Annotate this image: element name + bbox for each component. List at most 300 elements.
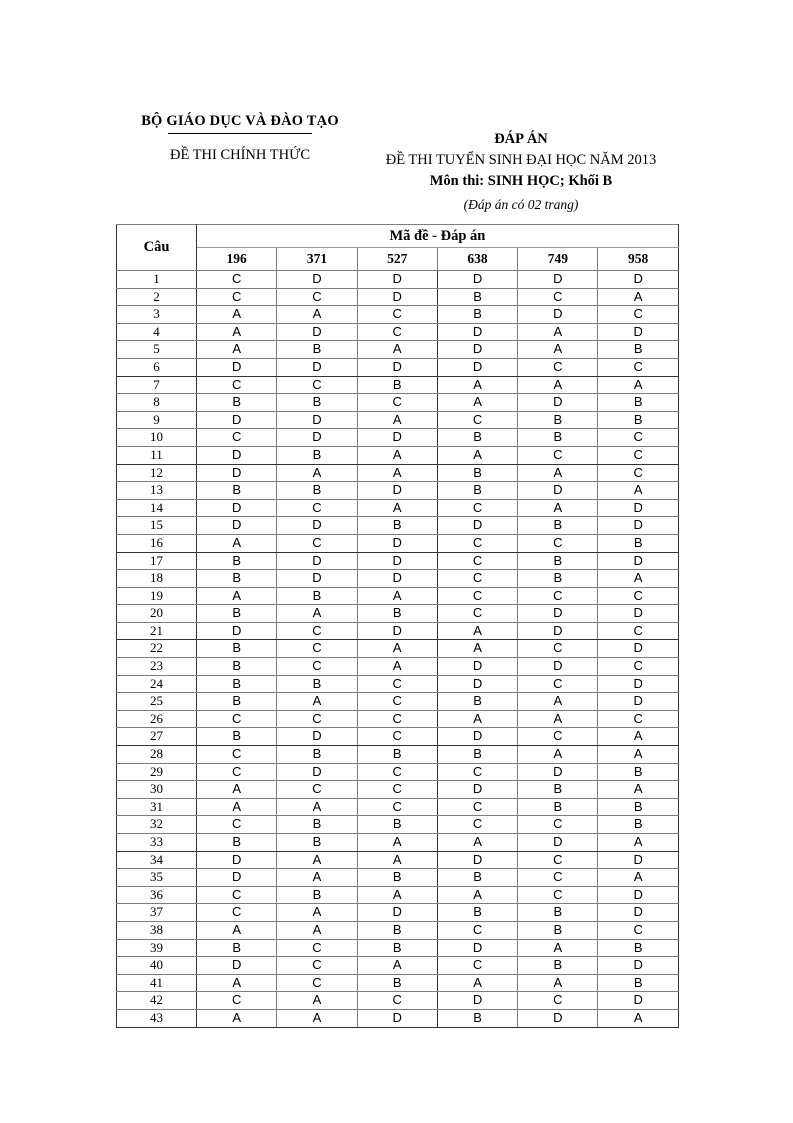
answer-cell-638: C [437,605,517,623]
answer-cell-371: D [277,552,357,570]
answer-cell-749: B [518,429,598,447]
answer-cell-638: C [437,411,517,429]
answer-cell-527: A [357,587,437,605]
answer-cell-371: A [277,851,357,869]
answer-cell-749: D [518,271,598,289]
answer-cell-196: A [197,974,277,992]
answer-cell-749: B [518,517,598,535]
table-row [117,429,679,447]
answer-cell-196: C [197,288,277,306]
question-number: 26 [117,710,197,728]
question-number: 13 [117,482,197,500]
document-header [116,112,678,212]
answer-cell-958: B [598,816,678,834]
table-row [117,517,679,535]
answer-cell-958: A [598,728,678,746]
answer-cell-371: D [277,763,357,781]
answer-cell-371: C [277,710,357,728]
answer-cell-749: A [518,710,598,728]
answer-cell-371: D [277,358,357,376]
answer-cell-638: A [437,446,517,464]
answer-cell-638: D [437,658,517,676]
table-row [117,482,679,500]
table-row [117,552,679,570]
question-number: 39 [117,939,197,957]
answer-cell-196: D [197,622,277,640]
answer-cell-196: A [197,1009,277,1027]
answer-cell-371: A [277,306,357,324]
answer-cell-527: D [357,1009,437,1027]
answer-cell-371: C [277,658,357,676]
table-row [117,288,679,306]
table-row [117,798,679,816]
header-exam-code-371: 371 [277,248,357,271]
table-row [117,411,679,429]
answer-cell-749: C [518,288,598,306]
answer-cell-638: D [437,781,517,799]
question-number: 27 [117,728,197,746]
answer-cell-958: A [598,781,678,799]
answer-cell-749: C [518,358,598,376]
answer-cell-749: A [518,974,598,992]
answer-cell-527: A [357,411,437,429]
answer-cell-749: B [518,781,598,799]
answer-cell-638: C [437,921,517,939]
question-number: 37 [117,904,197,922]
answer-cell-196: C [197,710,277,728]
table-row [117,957,679,975]
question-number: 41 [117,974,197,992]
answer-cell-371: B [277,587,357,605]
answer-cell-749: A [518,464,598,482]
answer-cell-527: A [357,851,437,869]
answer-cell-527: D [357,271,437,289]
question-number: 36 [117,886,197,904]
answer-cell-638: B [437,288,517,306]
answer-cell-196: C [197,886,277,904]
answer-cell-527: B [357,869,437,887]
answer-cell-371: C [277,957,357,975]
table-row [117,693,679,711]
answer-cell-958: A [598,482,678,500]
answer-cell-638: A [437,640,517,658]
table-row [117,728,679,746]
answer-cell-527: A [357,464,437,482]
answer-cell-638: A [437,886,517,904]
answer-cell-527: B [357,974,437,992]
answer-cell-638: C [437,587,517,605]
answer-cell-527: C [357,781,437,799]
answer-cell-749: C [518,675,598,693]
table-row [117,992,679,1010]
answer-cell-196: A [197,341,277,359]
table-row [117,376,679,394]
answer-cell-958: C [598,587,678,605]
answer-cell-749: B [518,904,598,922]
answer-cell-749: D [518,658,598,676]
answer-cell-527: D [357,358,437,376]
answer-cell-196: A [197,798,277,816]
question-number: 42 [117,992,197,1010]
answer-cell-638: C [437,798,517,816]
answer-cell-749: B [518,921,598,939]
question-number: 34 [117,851,197,869]
header-question-column: Câu [117,225,197,271]
answer-cell-196: D [197,499,277,517]
answer-cell-638: C [437,499,517,517]
question-number: 19 [117,587,197,605]
answer-cell-196: D [197,446,277,464]
answer-cell-749: A [518,939,598,957]
question-number: 24 [117,675,197,693]
table-row [117,358,679,376]
question-number: 7 [117,376,197,394]
answer-cell-638: C [437,816,517,834]
answer-cell-196: C [197,376,277,394]
answer-cell-527: A [357,658,437,676]
answer-cell-527: D [357,534,437,552]
answer-cell-638: A [437,974,517,992]
answer-cell-958: C [598,921,678,939]
question-number: 18 [117,570,197,588]
table-row [117,587,679,605]
answer-cell-371: C [277,974,357,992]
answer-cell-749: C [518,640,598,658]
answer-cell-749: D [518,622,598,640]
header-left-block [116,112,364,164]
answer-cell-196: D [197,464,277,482]
question-number: 1 [117,271,197,289]
answer-cell-749: C [518,534,598,552]
answer-cell-196: C [197,763,277,781]
table-row [117,394,679,412]
answer-cell-196: B [197,570,277,588]
table-row [117,781,679,799]
answer-cell-958: B [598,939,678,957]
answer-cell-638: A [437,376,517,394]
answer-cell-371: C [277,939,357,957]
answer-cell-196: C [197,904,277,922]
question-number: 5 [117,341,197,359]
page-count-note: (Đáp án có 02 trang) [463,196,579,212]
answer-cell-958: D [598,693,678,711]
answer-cell-196: B [197,658,277,676]
answer-cell-749: D [518,834,598,852]
answer-cell-638: C [437,552,517,570]
answer-cell-749: C [518,886,598,904]
answer-cell-371: A [277,798,357,816]
question-number: 4 [117,323,197,341]
question-number: 30 [117,781,197,799]
exam-name-line: ĐỀ THI TUYỂN SINH ĐẠI HỌC NĂM 2013 [385,151,657,168]
answer-cell-196: B [197,605,277,623]
answer-cell-958: D [598,552,678,570]
table-row [117,622,679,640]
answer-cell-371: C [277,622,357,640]
answer-cell-958: A [598,1009,678,1027]
answer-cell-749: C [518,851,598,869]
answer-cell-638: A [437,710,517,728]
table-row [117,323,679,341]
table-row [117,851,679,869]
answer-cell-527: B [357,376,437,394]
question-number: 16 [117,534,197,552]
answer-cell-638: D [437,341,517,359]
answer-cell-196: C [197,992,277,1010]
question-number: 40 [117,957,197,975]
answer-cell-371: A [277,605,357,623]
answer-cell-196: D [197,358,277,376]
answer-cell-638: D [437,358,517,376]
question-number: 2 [117,288,197,306]
question-number: 32 [117,816,197,834]
answer-cell-196: D [197,517,277,535]
question-number: 8 [117,394,197,412]
answer-cell-638: A [437,622,517,640]
question-number: 23 [117,658,197,676]
answer-cell-749: C [518,728,598,746]
table-row [117,640,679,658]
answer-cell-638: D [437,271,517,289]
table-row [117,834,679,852]
answer-cell-749: D [518,763,598,781]
question-number: 35 [117,869,197,887]
answer-cell-638: B [437,306,517,324]
answer-cell-371: B [277,341,357,359]
answer-cell-749: A [518,746,598,764]
answer-cell-638: C [437,534,517,552]
answer-cell-958: D [598,499,678,517]
table-row [117,605,679,623]
answer-cell-638: B [437,464,517,482]
table-row [117,886,679,904]
answer-cell-958: A [598,570,678,588]
table-row [117,1009,679,1027]
answer-cell-958: D [598,605,678,623]
answer-cell-196: D [197,957,277,975]
answer-cell-958: B [598,411,678,429]
answer-cell-371: D [277,728,357,746]
answer-cell-958: C [598,622,678,640]
question-number: 11 [117,446,197,464]
answer-cell-958: C [598,710,678,728]
answer-cell-638: B [437,869,517,887]
answer-cell-749: D [518,605,598,623]
answer-cell-638: D [437,992,517,1010]
answer-cell-638: D [437,939,517,957]
answer-cell-196: B [197,552,277,570]
answer-cell-958: D [598,271,678,289]
answer-cell-958: A [598,746,678,764]
answer-cell-958: A [598,869,678,887]
question-number: 15 [117,517,197,535]
answer-cell-196: D [197,869,277,887]
answer-cell-638: B [437,482,517,500]
answer-cell-749: A [518,376,598,394]
answer-cell-371: A [277,869,357,887]
table-row [117,499,679,517]
answer-cell-196: B [197,834,277,852]
answer-cell-196: A [197,587,277,605]
answer-cell-749: A [518,323,598,341]
header-exam-code-958: 958 [598,248,678,271]
answer-cell-371: D [277,271,357,289]
answer-cell-196: C [197,816,277,834]
answer-cell-749: D [518,306,598,324]
answer-cell-371: B [277,446,357,464]
answer-cell-527: A [357,886,437,904]
answer-cell-371: C [277,640,357,658]
answer-cell-749: D [518,394,598,412]
answer-cell-749: C [518,992,598,1010]
answer-cell-749: C [518,869,598,887]
answer-cell-196: C [197,271,277,289]
answer-cell-749: A [518,341,598,359]
answer-cell-527: B [357,605,437,623]
answer-cell-527: D [357,552,437,570]
answer-cell-371: A [277,992,357,1010]
table-row [117,341,679,359]
answer-cell-371: D [277,411,357,429]
question-number: 22 [117,640,197,658]
answer-cell-527: A [357,341,437,359]
answer-cell-958: D [598,851,678,869]
answer-cell-958: D [598,992,678,1010]
answer-cell-527: D [357,288,437,306]
table-row [117,974,679,992]
answer-cell-638: D [437,728,517,746]
header-exam-code-749: 749 [518,248,598,271]
answer-cell-638: D [437,517,517,535]
answer-cell-527: C [357,763,437,781]
table-row [117,464,679,482]
question-number: 10 [117,429,197,447]
table-row [117,271,679,289]
question-number: 9 [117,411,197,429]
table-header-row-group [117,225,679,248]
answer-cell-958: B [598,341,678,359]
answer-cell-527: A [357,446,437,464]
answer-cell-527: B [357,816,437,834]
question-number: 20 [117,605,197,623]
answer-key-table [116,224,679,1028]
answer-cell-371: B [277,746,357,764]
answer-cell-371: B [277,816,357,834]
answer-cell-196: B [197,482,277,500]
table-row [117,746,679,764]
answer-cell-527: D [357,429,437,447]
answer-cell-749: B [518,798,598,816]
question-number: 17 [117,552,197,570]
answer-cell-749: C [518,816,598,834]
table-head [117,225,679,271]
answer-cell-958: D [598,957,678,975]
answer-cell-527: D [357,482,437,500]
answer-cell-527: C [357,728,437,746]
header-exam-code-638: 638 [437,248,517,271]
answer-cell-527: A [357,499,437,517]
question-number: 25 [117,693,197,711]
answer-cell-527: B [357,921,437,939]
answer-cell-527: C [357,306,437,324]
answer-cell-638: A [437,394,517,412]
answer-cell-958: D [598,886,678,904]
answer-cell-371: A [277,464,357,482]
answer-cell-958: B [598,763,678,781]
question-number: 31 [117,798,197,816]
answer-cell-527: C [357,710,437,728]
table-row [117,446,679,464]
answer-cell-638: C [437,957,517,975]
answer-cell-958: A [598,376,678,394]
answer-cell-527: D [357,904,437,922]
answer-cell-527: B [357,746,437,764]
answer-cell-749: C [518,446,598,464]
header-divider-rule [168,133,312,134]
table-row [117,763,679,781]
answer-cell-196: B [197,640,277,658]
answer-key-title: ĐÁP ÁN [494,131,548,147]
answer-cell-196: B [197,939,277,957]
answer-cell-958: A [598,834,678,852]
question-number: 21 [117,622,197,640]
answer-cell-749: D [518,1009,598,1027]
table-row [117,306,679,324]
answer-cell-371: D [277,570,357,588]
answer-cell-638: B [437,904,517,922]
answer-cell-638: C [437,763,517,781]
answer-cell-371: B [277,394,357,412]
header-exam-code-527: 527 [357,248,437,271]
answer-cell-958: D [598,517,678,535]
answer-cell-749: B [518,570,598,588]
answer-cell-196: A [197,306,277,324]
answer-cell-196: B [197,394,277,412]
answer-cell-958: D [598,640,678,658]
answer-cell-749: A [518,693,598,711]
header-code-group: Mã đề - Đáp án [197,225,679,248]
answer-cell-196: B [197,693,277,711]
answer-cell-527: A [357,834,437,852]
table-row [117,534,679,552]
answer-cell-371: A [277,693,357,711]
question-number: 28 [117,746,197,764]
answer-cell-749: B [518,411,598,429]
answer-cell-958: C [598,464,678,482]
answer-cell-527: C [357,798,437,816]
official-exam-label: ĐỀ THI CHÍNH THỨC [169,147,310,164]
answer-cell-958: A [598,288,678,306]
answer-cell-196: A [197,534,277,552]
answer-cell-527: C [357,992,437,1010]
table-row [117,869,679,887]
answer-cell-371: C [277,499,357,517]
answer-cell-527: B [357,939,437,957]
table-row [117,658,679,676]
answer-cell-371: A [277,904,357,922]
answer-cell-371: B [277,834,357,852]
subject-line: Môn thi: SINH HỌC; Khối B [429,173,613,190]
answer-cell-371: B [277,482,357,500]
answer-cell-371: A [277,1009,357,1027]
answer-cell-638: B [437,746,517,764]
answer-cell-958: C [598,429,678,447]
answer-cell-371: A [277,921,357,939]
answer-cell-638: C [437,570,517,588]
answer-cell-958: B [598,974,678,992]
table-row [117,710,679,728]
answer-cell-527: C [357,323,437,341]
